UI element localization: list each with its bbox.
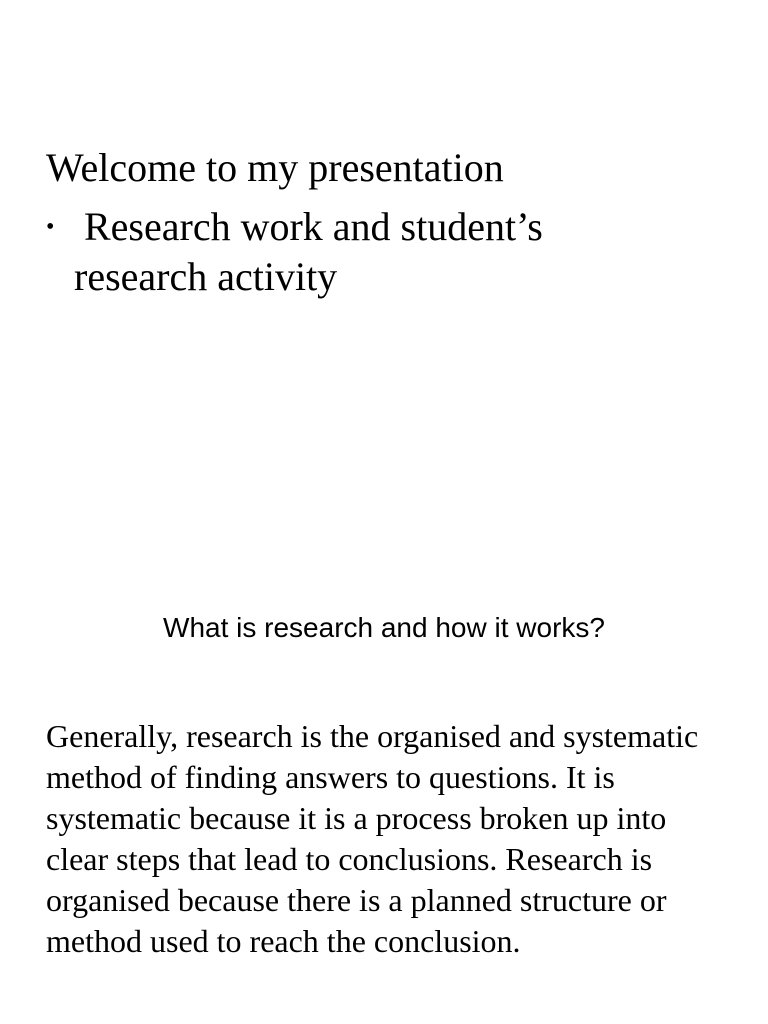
bullet-list	[46, 202, 646, 302]
slide-title: Welcome to my presentation	[46, 145, 504, 190]
bullet-point-icon: •	[46, 214, 55, 240]
bullet-text: Research work and student’s research activity	[74, 204, 543, 299]
body-paragraph: Generally, research is the organised and systematic method of finding answers to questions. It is systematic because it is a process broken up into clear steps that lead to conclusions. Research is organised because there is a planned structure or method used to reach the conclusion.	[46, 718, 699, 959]
section-heading: What is research and how it works?	[163, 612, 605, 643]
bullet-item	[46, 202, 646, 302]
